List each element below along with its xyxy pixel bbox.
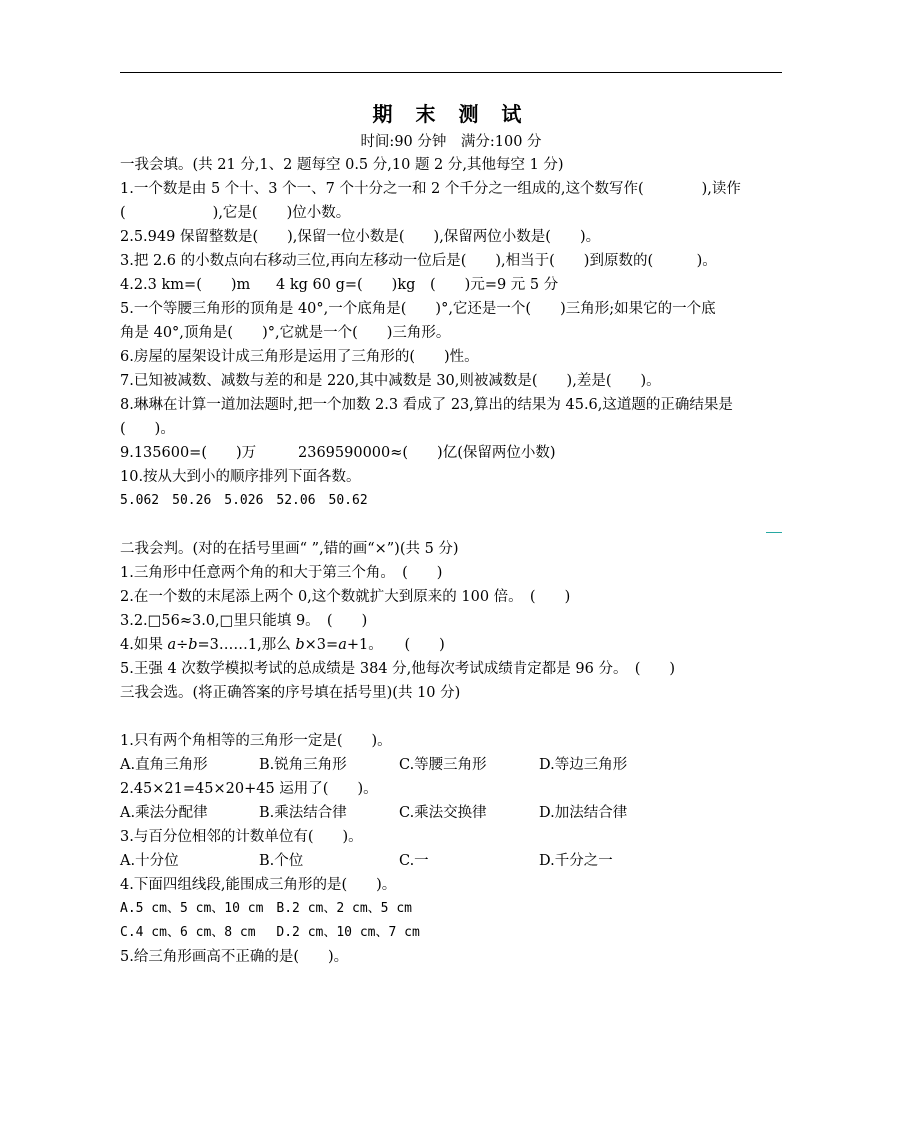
- judge-4-prefix: 4.如果: [120, 637, 168, 653]
- exam-info: 时间:90 分钟 满分:100 分: [360, 134, 542, 150]
- choice-1-option-a: A.直角三角形: [120, 757, 208, 773]
- question-6: 6.房屋的屋架设计成三角形是运用了三角形的( )性。: [120, 349, 479, 365]
- question-8-line-2: ( )。: [120, 421, 175, 437]
- section2-heading: 二我会判。(对的在括号里画“ ”,错的画“×”)(共 5 分): [120, 541, 459, 557]
- question-9-part-2: 2369590000≈( )亿(保留两位小数): [298, 445, 556, 461]
- judge-5: 5.王强 4 次数学模拟考试的总成绩是 384 分,他每次考试成绩肯定都是 96 分。 ( ): [120, 661, 676, 677]
- question-4-part-2: 4 kg 60 g=( )kg: [276, 277, 416, 293]
- question-2: 2.5.949 保留整数是( ),保留一位小数是( ),保留两位小数是( )。: [120, 229, 601, 245]
- section3-heading: 三我会选。(将正确答案的序号填在括号里)(共 10 分): [120, 685, 461, 701]
- question-8-line-1: 8.琳琳在计算一道加法题时,把一个加数 2.3 看成了 23,算出的结果为 45.6,这道题的正确结果是: [120, 397, 733, 413]
- choice-3-option-d: D.千分之一: [539, 853, 613, 869]
- choice-4-options-row-1: A.5 cm、5 cm、10 cm B.2 cm、2 cm、5 cm: [120, 901, 412, 916]
- question-4-part-1: 4.2.3 km=( )m: [120, 277, 251, 293]
- judge-4-mid: =3……1,那么: [197, 637, 296, 653]
- judge-4-suffix: +1。 ( ): [346, 637, 445, 653]
- judge-4-expr-1: a÷b: [167, 637, 198, 653]
- choice-1-option-d: D.等边三角形: [539, 757, 628, 773]
- header-rule: [120, 72, 782, 73]
- page-title: 期 末 测 试: [372, 102, 530, 126]
- judge-4: [120, 634, 782, 656]
- question-10: 10.按从大到小的顺序排列下面各数。: [120, 469, 361, 485]
- choice-2: 2.45×21=45×20+45 运用了( )。: [120, 781, 378, 797]
- question-1-line-2: ( ),它是( )位小数。: [120, 205, 351, 221]
- choice-1-option-b: B.锐角三角形: [259, 757, 347, 773]
- question-5-line-1: 5.一个等腰三角形的顶角是 40°,一个底角是( )°,它还是一个( )三角形;如果它的一个底: [120, 301, 716, 317]
- choice-3: 3.与百分位相邻的计数单位有( )。: [120, 829, 363, 845]
- question-7: 7.已知被减数、减数与差的和是 220,其中减数是 30,则被减数是( ),差是( )。: [120, 373, 661, 389]
- judge-4-expr-2: b: [295, 637, 305, 653]
- choice-1: 1.只有两个角相等的三角形一定是( )。: [120, 733, 392, 749]
- question-9-part-1: 9.135600=( )万: [120, 445, 257, 461]
- question-3: 3.把 2.6 的小数点向右移动三位,再向左移动一位后是( ),相当于( )到原数的( )。: [120, 253, 717, 269]
- question-1-line-1: 1.一个数是由 5 个十、3 个一、7 个十分之一和 2 个千分之一组成的,这个数写作( ),读作: [120, 181, 741, 197]
- choice-3-option-c: C.一: [399, 853, 429, 869]
- decorative-dash: [766, 532, 782, 533]
- choice-1-option-c: C.等腰三角形: [399, 757, 487, 773]
- judge-4-expr-3: a: [338, 637, 347, 653]
- choice-4: 4.下面四组线段,能围成三角形的是( )。: [120, 877, 397, 893]
- choice-2-option-c: C.乘法交换律: [399, 805, 487, 821]
- choice-3-option-a: A.十分位: [120, 853, 179, 869]
- section1-heading: 一我会填。(共 21 分,1、2 题每空 0.5 分,10 题 2 分,其他每空 1 分): [120, 157, 564, 173]
- judge-1: 1.三角形中任意两个角的和大于第三个角。 ( ): [120, 565, 443, 581]
- question-4-part-3: ( )元=9 元 5 分: [430, 277, 559, 293]
- choice-3-option-b: B.个位: [259, 853, 304, 869]
- choice-2-option-b: B.乘法结合律: [259, 805, 347, 821]
- question-5-line-2: 角是 40°,顶角是( )°,它就是一个( )三角形。: [120, 325, 451, 341]
- judge-4-mid-2: ×3=: [304, 637, 339, 653]
- judge-2: 2.在一个数的末尾添上两个 0,这个数就扩大到原来的 100 倍。 ( ): [120, 589, 571, 605]
- choice-5: 5.给三角形画高不正确的是( )。: [120, 949, 349, 965]
- choice-2-option-d: D.加法结合律: [539, 805, 628, 821]
- choice-4-options-row-2: C.4 cm、6 cm、8 cm D.2 cm、10 cm、7 cm: [120, 925, 420, 940]
- judge-3: 3.2.□56≈3.0,□里只能填 9。 ( ): [120, 613, 368, 629]
- question-10-numbers: 5.062 50.26 5.026 52.06 50.62: [120, 493, 368, 508]
- choice-2-option-a: A.乘法分配律: [120, 805, 208, 821]
